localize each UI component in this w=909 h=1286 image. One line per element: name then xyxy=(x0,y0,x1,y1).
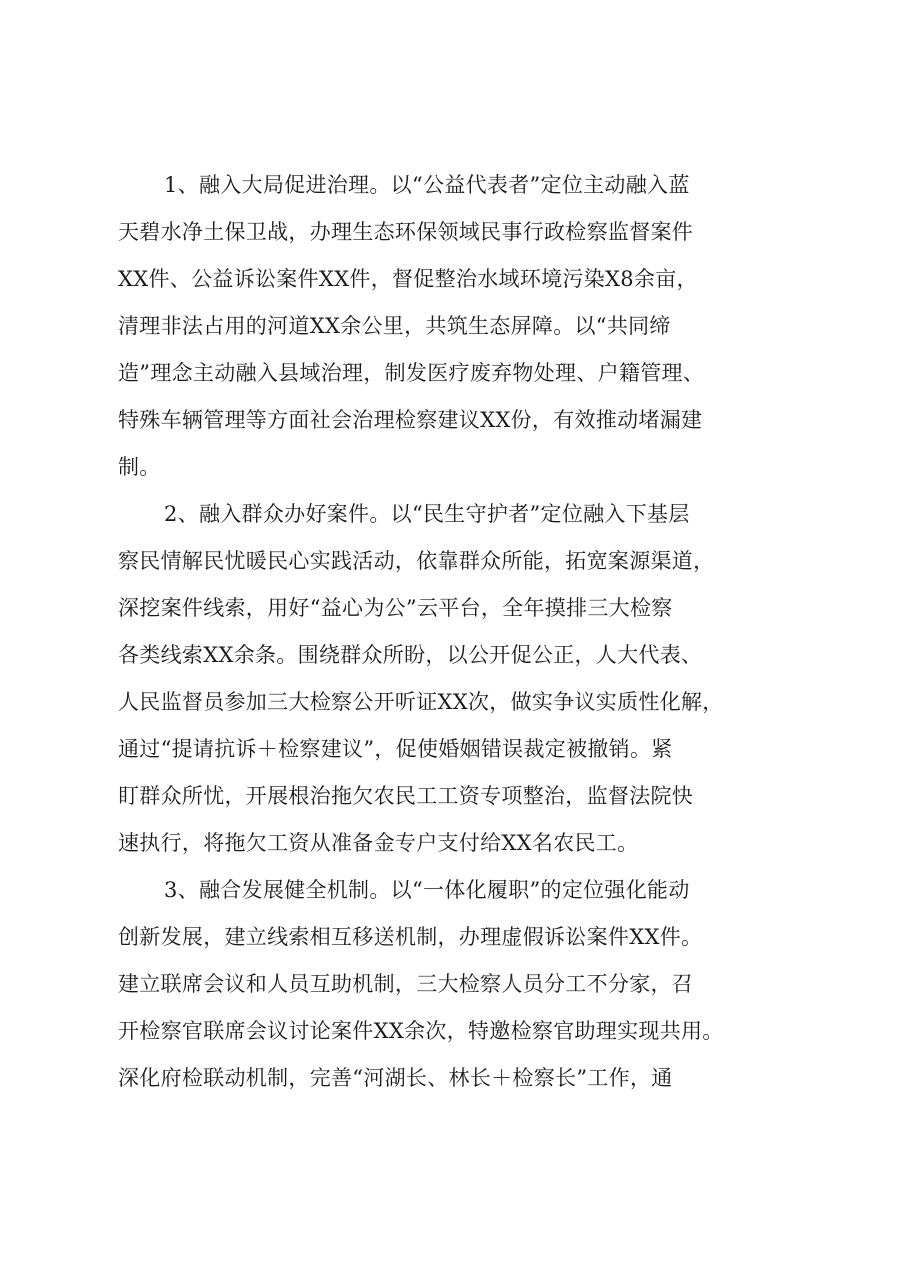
text-line: 制。 xyxy=(118,455,161,479)
text-line: 特殊车辆管理等方面社会治理检察建议XX份，有效推动堵漏建 xyxy=(118,408,703,432)
text-line: 各类线索XX余条。围绕群众所盼，以公开促公正，人大代表、 xyxy=(118,643,703,667)
text-line: 速执行，将拖欠工资从准备金专户支付给XX名农民工。 xyxy=(118,831,639,855)
text-line: 通过“提请抗诉＋检察建议”，促使婚姻错误裁定被撤销。紧 xyxy=(118,737,673,761)
text-line: 察民情解民忧暖民心实践活动，依靠群众所能，拓宽案源渠道， xyxy=(118,549,715,573)
text-line: 盯群众所忧，开展根治拖欠农民工工资专项整治，监督法院快 xyxy=(118,784,694,808)
text-line: 创新发展，建立线索相互移送机制，办理虚假诉讼案件XX件。 xyxy=(118,925,703,949)
text-line: 开检察官联席会议讨论案件XX余次，特邀检察官助理实现共用。 xyxy=(118,1019,724,1043)
text-line: 3、融合发展健全机制。以“一体化履职”的定位强化能动 xyxy=(164,878,690,902)
text-line: 深挖案件线索，用好“益心为公”云平台，全年摸排三大检察 xyxy=(118,596,673,620)
text-line: 造”理念主动融入县域治理，制发医疗废弃物处理、户籍管理、 xyxy=(118,361,705,385)
text-line: 天碧水净土保卫战，办理生态环保领域民事行政检察监督案件 xyxy=(118,220,694,244)
text-line: XX件、公益诉讼案件XX件，督促整治水域环境污染X8余亩， xyxy=(118,267,698,291)
text-line: 人民监督员参加三大检察公开听证XX次，做实争议实质性化解， xyxy=(118,690,724,714)
paragraph-2 xyxy=(118,491,798,867)
text-line: 建立联席会议和人员互助机制，三大检察人员分工不分家，召 xyxy=(118,972,694,996)
paragraph-3 xyxy=(118,867,798,1102)
text-line: 2、融入群众办好案件。以“民生守护者”定位融入下基层 xyxy=(164,502,690,526)
text-line: 清理非法占用的河道XX余公里，共筑生态屏障。以“共同缔 xyxy=(118,314,671,338)
body-text xyxy=(118,162,798,1102)
paragraph-1 xyxy=(118,162,798,491)
text-line: 深化府检联动机制，完善“河湖长、林长＋检察长”工作，通 xyxy=(118,1066,673,1090)
text-line: 1、融入大局促进治理。以“公益代表者”定位主动融入蓝 xyxy=(164,173,690,197)
